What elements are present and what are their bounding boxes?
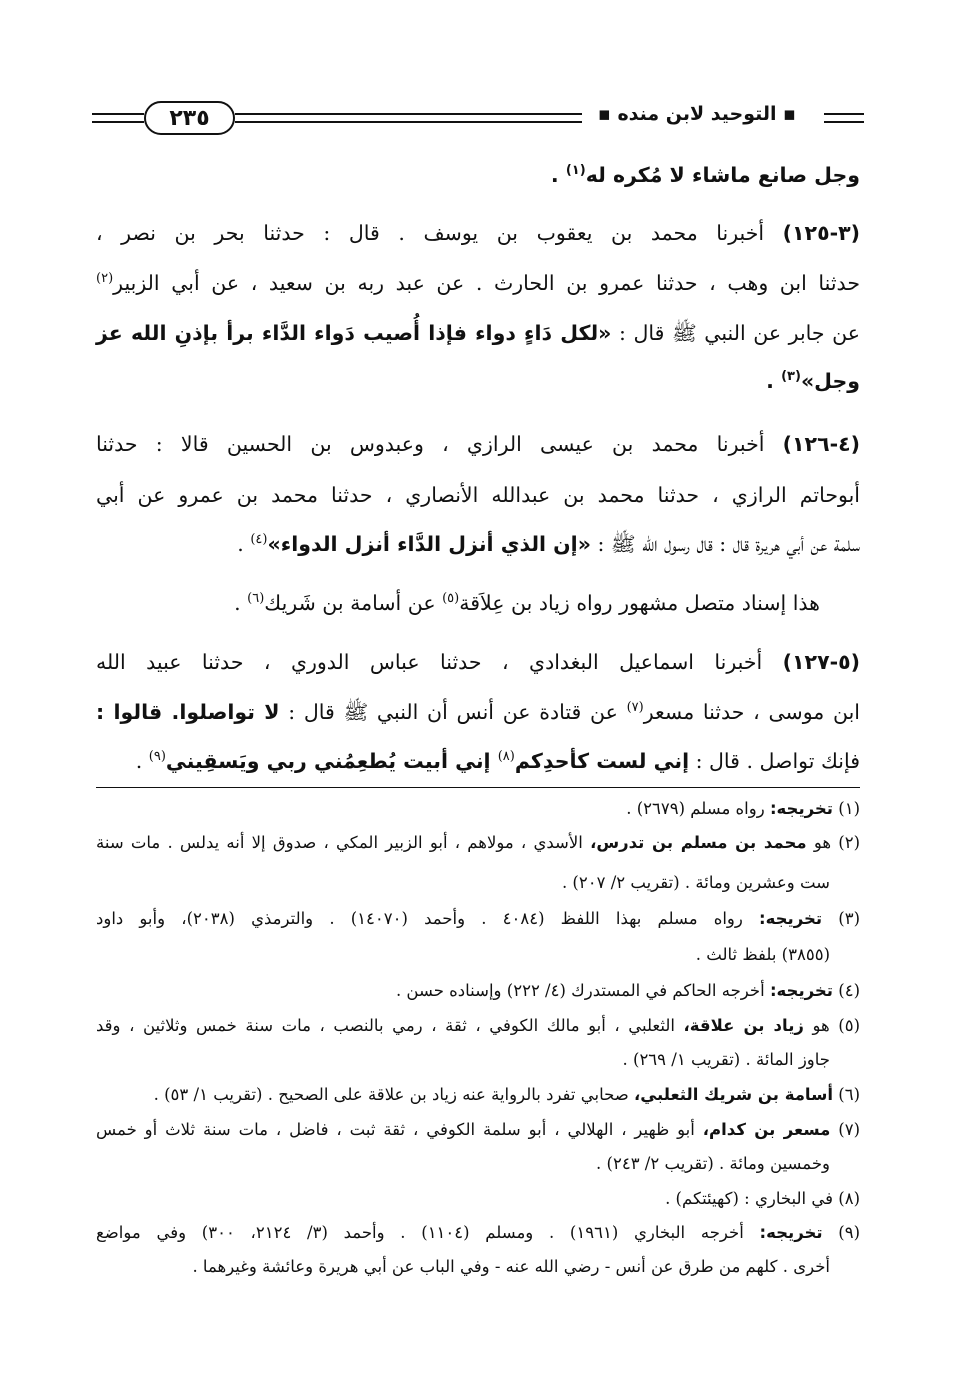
body-line-7: أبوحاتم الرازي ، حدثنا محمد بن عبدالله الأنصاري ، حدثنا محمد بن عمرو عن أبي: [96, 483, 860, 507]
footnote-7: (٧) مسعر بن كدام، أبو ظهير ، الهلالي ، أبو سلمة الكوفي ، ثقة ثبت ، فاضل ، مات سنة ثلاث أو خمس: [96, 1120, 860, 1139]
body-line-3: حدثنا ابن وهب ، حدثنا عمرو بن الحارث . عن عبد ربه بن سعيد ، عن أبي الزبير$^{(٢)}$: [96, 271, 860, 295]
footnote-8: (٨) في البخاري : (كهيئتكم) .: [665, 1189, 860, 1208]
body-line-11: ابن موسى ، حدثنا مسعر$^{(٧)}$ عن قتادة عن أنس أن النبي ﷺ قال : لا تواصلوا. قالوا :: [96, 700, 860, 724]
footnote-3-cont: (٣٨٥٥) بلفظ ثالث .: [695, 945, 830, 964]
footnote-ref: (٨): [497, 749, 515, 765]
hadith-number: (٣-١٢٥): [782, 221, 860, 245]
body-line-12: فإنك تواصل . قال : إني لست كأحدِكم$^{(٨)}$ إني أبيت يُطعِمُني ربي ويَسقِيني$^{(٩)}$ .: [135, 749, 860, 773]
hadith-text: «لكل دَاءٍ دواء فإذا أُصيب دَواء الدَّاء برأ بإذنِ الله عز: [96, 321, 612, 345]
hadith-text: إني أبيت يُطعِمُني ربي ويَسقِيني: [165, 749, 498, 773]
hadith-number: (٤-١٢٦): [782, 432, 860, 456]
footnote-3: (٣) تخريجه: رواه مسلم بهذا اللفظ (٤٠٨٤ . وأحمد (١٤٠٧٠) . والترمذي (٢٠٣٨)، وأبو داود: [96, 909, 861, 928]
hadith-number: (٥-١٢٧): [782, 650, 860, 674]
footnote-ref: (١): [565, 163, 586, 179]
body-line-6: (٤-١٢٦) أخبرنا محمد بن عيسى الرازي ، وعبدوس بن الحسين قالا : حدثنا: [96, 432, 860, 456]
body-line-2: (٣-١٢٥) أخبرنا محمد بن يعقوب بن يوسف . قال : حدثنا بحر بن نصر ،: [96, 221, 860, 245]
footnote-7-cont: وخمسين ومائة . (تقريب ٢/ ٢٤٣) .: [596, 1154, 830, 1173]
footnote-ref: (٦): [247, 591, 265, 607]
body-line-4: عن جابر عن النبي ﷺ قال : «لكل دَاءٍ دواء فإذا أُصيب دَواء الدَّاء برأ بإذنِ الله عز: [96, 321, 860, 345]
footnote-2: (٢) هو محمد بن مسلم بن تدرس، الأسدي ، مولاهم ، أبو الزبير المكي ، صدوق إلا أنه يدلس . مات سنة: [96, 833, 860, 852]
footnote-separator: [96, 787, 860, 788]
body-line-5: وجل»$^{(٣)}$ .: [766, 369, 860, 393]
footnote-ref: (٩): [148, 749, 166, 765]
footnote-ref: (٥): [442, 591, 460, 607]
hadith-text: إني لست كأحدِكم: [514, 749, 690, 773]
page-number: ٢٣٥: [144, 101, 235, 135]
running-header: [92, 101, 864, 137]
body-line-1: وجل صانع ماشاء لا مُكره له$^{(١)}$ .: [550, 163, 860, 187]
footnote-1: (١) تخريجه: رواه مسلم (٢٦٧٩) .: [626, 799, 860, 818]
footnote-ref: (٣): [781, 369, 801, 385]
hadith-text: لا تواصلوا. قالوا :: [96, 700, 280, 724]
header-rule-left: [92, 113, 144, 123]
footnote-ref: (٢): [96, 271, 114, 287]
footnote-ref: (٤): [250, 532, 268, 548]
footnote-9: (٩) تخريجه: أخرجه البخاري (١٩٦١) . ومسلم (١١٠٤) . وأحمد (٣/ ٢١٢٤، ٣٠٠) وفي مواضع: [96, 1223, 861, 1242]
hadith-text: «إن الذي أنزل الدَّاء أنزل الدواء»: [267, 532, 591, 556]
body-line-8: سلمة عن أبي هريرة قال : قال رسول الله ﷺ : «إن الذي أنزل الدَّاء أنزل الدواء»$^{(٤)}$ .: [237, 532, 860, 556]
footnote-ref: (٧): [626, 700, 644, 716]
footnote-4: (٤) تخريجه: أخرجه الحاكم في المستدرك (٤/ ٢٢٢) وإسناده حسن .: [395, 981, 860, 1000]
body-line-10: (٥-١٢٧) أخبرنا اسماعيل البغدادي ، حدثنا عباس الدوري ، حدثنا عبيد الله: [96, 650, 860, 674]
footnote-5: (٥) هو زياد بن علاقة، الثعلبي ، أبو مالك الكوفي ، ثقة ، رمي بالنصب ، مات سنة خمس وثلاثين ، وقد: [96, 1016, 861, 1035]
footnote-5-cont: جاوز المائة . (تقريب ١/ ٢٦٩) .: [622, 1050, 830, 1069]
header-rule-right: [824, 113, 864, 123]
header-title: ▪ التوحيد لابن منده ▪: [597, 103, 797, 125]
footnote-6: (٦) أسامة بن شريك الثعلبي، صحابي تفرد بالرواية عنه زياد بن علاقة على الصحيح . (تقريب ١/ ٥٣) .: [153, 1085, 860, 1104]
footnote-9-cont: أخرى . كلهم من طرق عن أنس - رضي الله عنه - وفي الباب عن أبي هريرة وعائشة وغيرهما .: [192, 1257, 830, 1276]
body-line-9: هذا إسناد متصل مشهور رواه زياد بن عِلاَقة$^{(٥)}$ عن أسامة بن شَريك$^{(٦)}$ .: [234, 591, 820, 615]
footnote-2-cont: ست وعشرين ومائة . (تقريب ٢/ ٢٠٧) .: [561, 873, 830, 892]
header-rule-middle: [235, 113, 582, 123]
